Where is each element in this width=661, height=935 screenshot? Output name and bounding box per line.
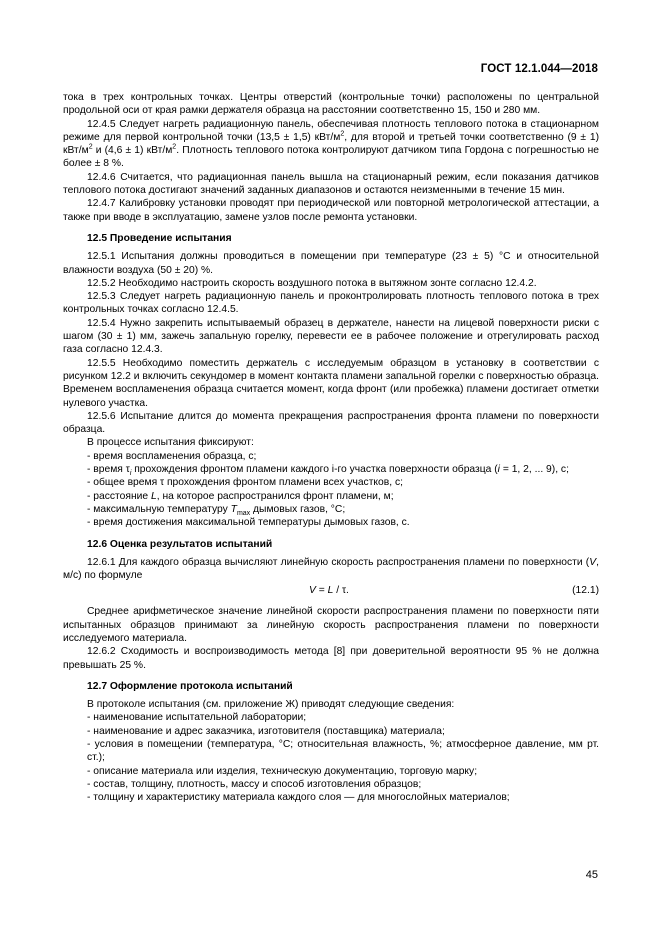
text-segment: / τ. <box>333 585 349 597</box>
subscript: max <box>236 509 251 517</box>
italic-symbol: V <box>309 585 316 597</box>
text-segment: , м/с) по формуле <box>63 556 599 582</box>
paragraph-12-6-2: 12.6.2 Сходимость и воспроизводимость метода [8] при доверительной вероятности 95 % не должна превышать 25 %. <box>63 646 599 671</box>
text-segment: = 1, 2, ... 9), с; <box>499 464 569 476</box>
paragraph-12-5-1: 12.5.1 Испытания должны проводиться в помещении при температуре (23 ± 5) °С и относительной влажности воздуха (50 ± 20) %. <box>63 251 599 276</box>
paragraph-intro: тока в трех контрольных точках. Центры отверстий (контрольные точки) расположены по центральной продольной оси от края рамки держателя образца на расстоянии соответственно 15, 150 и 280 мм. <box>63 92 599 117</box>
paragraph-12-5-3: 12.5.3 Следует нагреть радиационную панель и проконтролировать плотность теплового потока в трех контрольных точках согласно 12.4.5. <box>63 291 599 316</box>
list-item: - толщину и характеристику материала каждого слоя — для многослойных материалов; <box>63 791 599 804</box>
formula-expression <box>309 584 349 597</box>
paragraph-fix-intro: В процессе испытания фиксируют: <box>87 437 254 449</box>
italic-symbol: V <box>589 556 597 568</box>
paragraph-mean: Среднее арифметическое значение линейной скорости распространения пламени по поверхности пяти испытанных образцов принимают за линейную скорость распространения пламени по поверхности исследуемого материала. <box>63 606 599 644</box>
text-segment: и (4,6 ± 1) кВт/м <box>92 145 173 157</box>
heading-12-6: 12.6 Оценка результатов испытаний <box>87 538 273 550</box>
formula-number: (12.1) <box>572 585 599 597</box>
italic-symbol: L <box>150 490 157 502</box>
list-item: - состав, толщину, плотность, массу и способ изготовления образцов; <box>63 778 599 791</box>
list-item <box>63 503 599 516</box>
text-segment: максимальную температуру <box>93 503 231 515</box>
list-item: - общее время τ прохождения фронтом пламени всех участков, с; <box>63 476 599 489</box>
list-item: - наименование и адрес заказчика, изготовителя (поставщика) материала; <box>63 725 599 738</box>
superscript: 2 <box>340 130 345 138</box>
text-segment: , на которое распространился фронт пламени, м; <box>156 490 394 502</box>
text-segment: прохождения фронтом пламени каждого i-го участка поверхности образца ( <box>131 464 498 476</box>
list-item: - условия в помещении (температура, °С; относительная влажность, %; атмосферное давление, мм рт. ст.); <box>63 738 599 765</box>
text-segment: дымовых газов, °С; <box>250 503 346 515</box>
paragraph-12-4-6: 12.4.6 Считается, что радиационная панель вышла на стационарный режим, если показания датчиков теплового потока достигают значений заданных диапазонов и остаются неизменными в течение 15 мин. <box>63 171 599 197</box>
list-item <box>63 463 599 476</box>
formula-12-1 <box>63 582 599 598</box>
list-item: - наименование испытательной лаборатории; <box>63 711 599 724</box>
list-item: - время воспламенения образца, с; <box>63 450 599 463</box>
italic-symbol: L <box>327 585 334 597</box>
text-segment: 12.4.5 Следует нагреть радиационную панель, обеспечивая плотность теплового потока в стационарном режиме для первой контрольной точки (13,5 ± 1,5) кВт/м <box>63 118 599 143</box>
paragraph-12-5-5: 12.5.5 Необходимо поместить держатель с исследуемым образцом в установку в соответствии с рисунком 12.2 и включить секундомер в момент контакта пламени запальной горелки с поверхностью образца. Временем воспламенения образца считается момент, когда фронт (или пробежка) пламени достигает отметки нулевого участка. <box>63 357 599 409</box>
paragraph-12-6-1 <box>63 556 599 583</box>
list-item: - время достижения максимальной температуры дымовых газов, с. <box>63 516 599 529</box>
list-item <box>63 490 599 503</box>
paragraph-12-5-2: 12.5.2 Необходимо настроить скорость воздушного потока в вытяжном зонте согласно 12.4.2. <box>87 277 537 289</box>
italic-symbol: i <box>497 464 500 476</box>
paragraph-protocol-intro: В протоколе испытания (см. приложение Ж) приводят следующие сведения: <box>87 699 455 711</box>
paragraph-12-5-4: 12.5.4 Нужно закрепить испытываемый образец в держателе, нанести на лицевой поверхности риски с шагом (30 ± 1) мм, зажечь запальную горелку, перевести ее в рабочее положение и отрегулировать расход газа согласно 12.4.3. <box>63 317 599 356</box>
heading-12-5: 12.5 Проведение испытания <box>87 232 232 244</box>
subscript: i <box>129 470 132 478</box>
text-segment: 12.6.1 Для каждого образца вычисляют линейную скорость распространения пламени по поверхности ( <box>87 556 590 568</box>
superscript: 2 <box>88 143 93 151</box>
paragraph-12-4-5 <box>63 118 599 171</box>
superscript: 2 <box>172 143 177 151</box>
text-segment: , для второй и третьей точки соответственно (9 ± 1) кВт/м <box>63 131 599 157</box>
standard-header: ГОСТ 12.1.044—2018 <box>480 63 598 75</box>
paragraph-12-4-7: 12.4.7 Калибровку установки проводят при периодической или повторной метрологической аттестации, а также при вводе в эксплуатацию, замене узлов после ремонта установки. <box>63 198 599 223</box>
paragraph-12-5-6: 12.5.6 Испытание длится до момента прекращения распространения фронта пламени по поверхности образца. <box>63 410 599 436</box>
page-number: 45 <box>585 869 598 881</box>
text-segment: расстояние <box>93 490 151 502</box>
italic-symbol: T <box>230 503 237 515</box>
text-segment: = <box>315 585 328 597</box>
list-item: - описание материала или изделия, техническую документацию, торговую марку; <box>63 765 599 778</box>
text-segment: . Плотность теплового потока контролируют датчиком типа Гордона с погрешностью не более ± 8 %. <box>63 145 600 170</box>
heading-12-7: 12.7 Оформление протокола испытаний <box>87 680 293 692</box>
page-content <box>63 91 599 805</box>
text-segment: время τ <box>93 464 130 476</box>
